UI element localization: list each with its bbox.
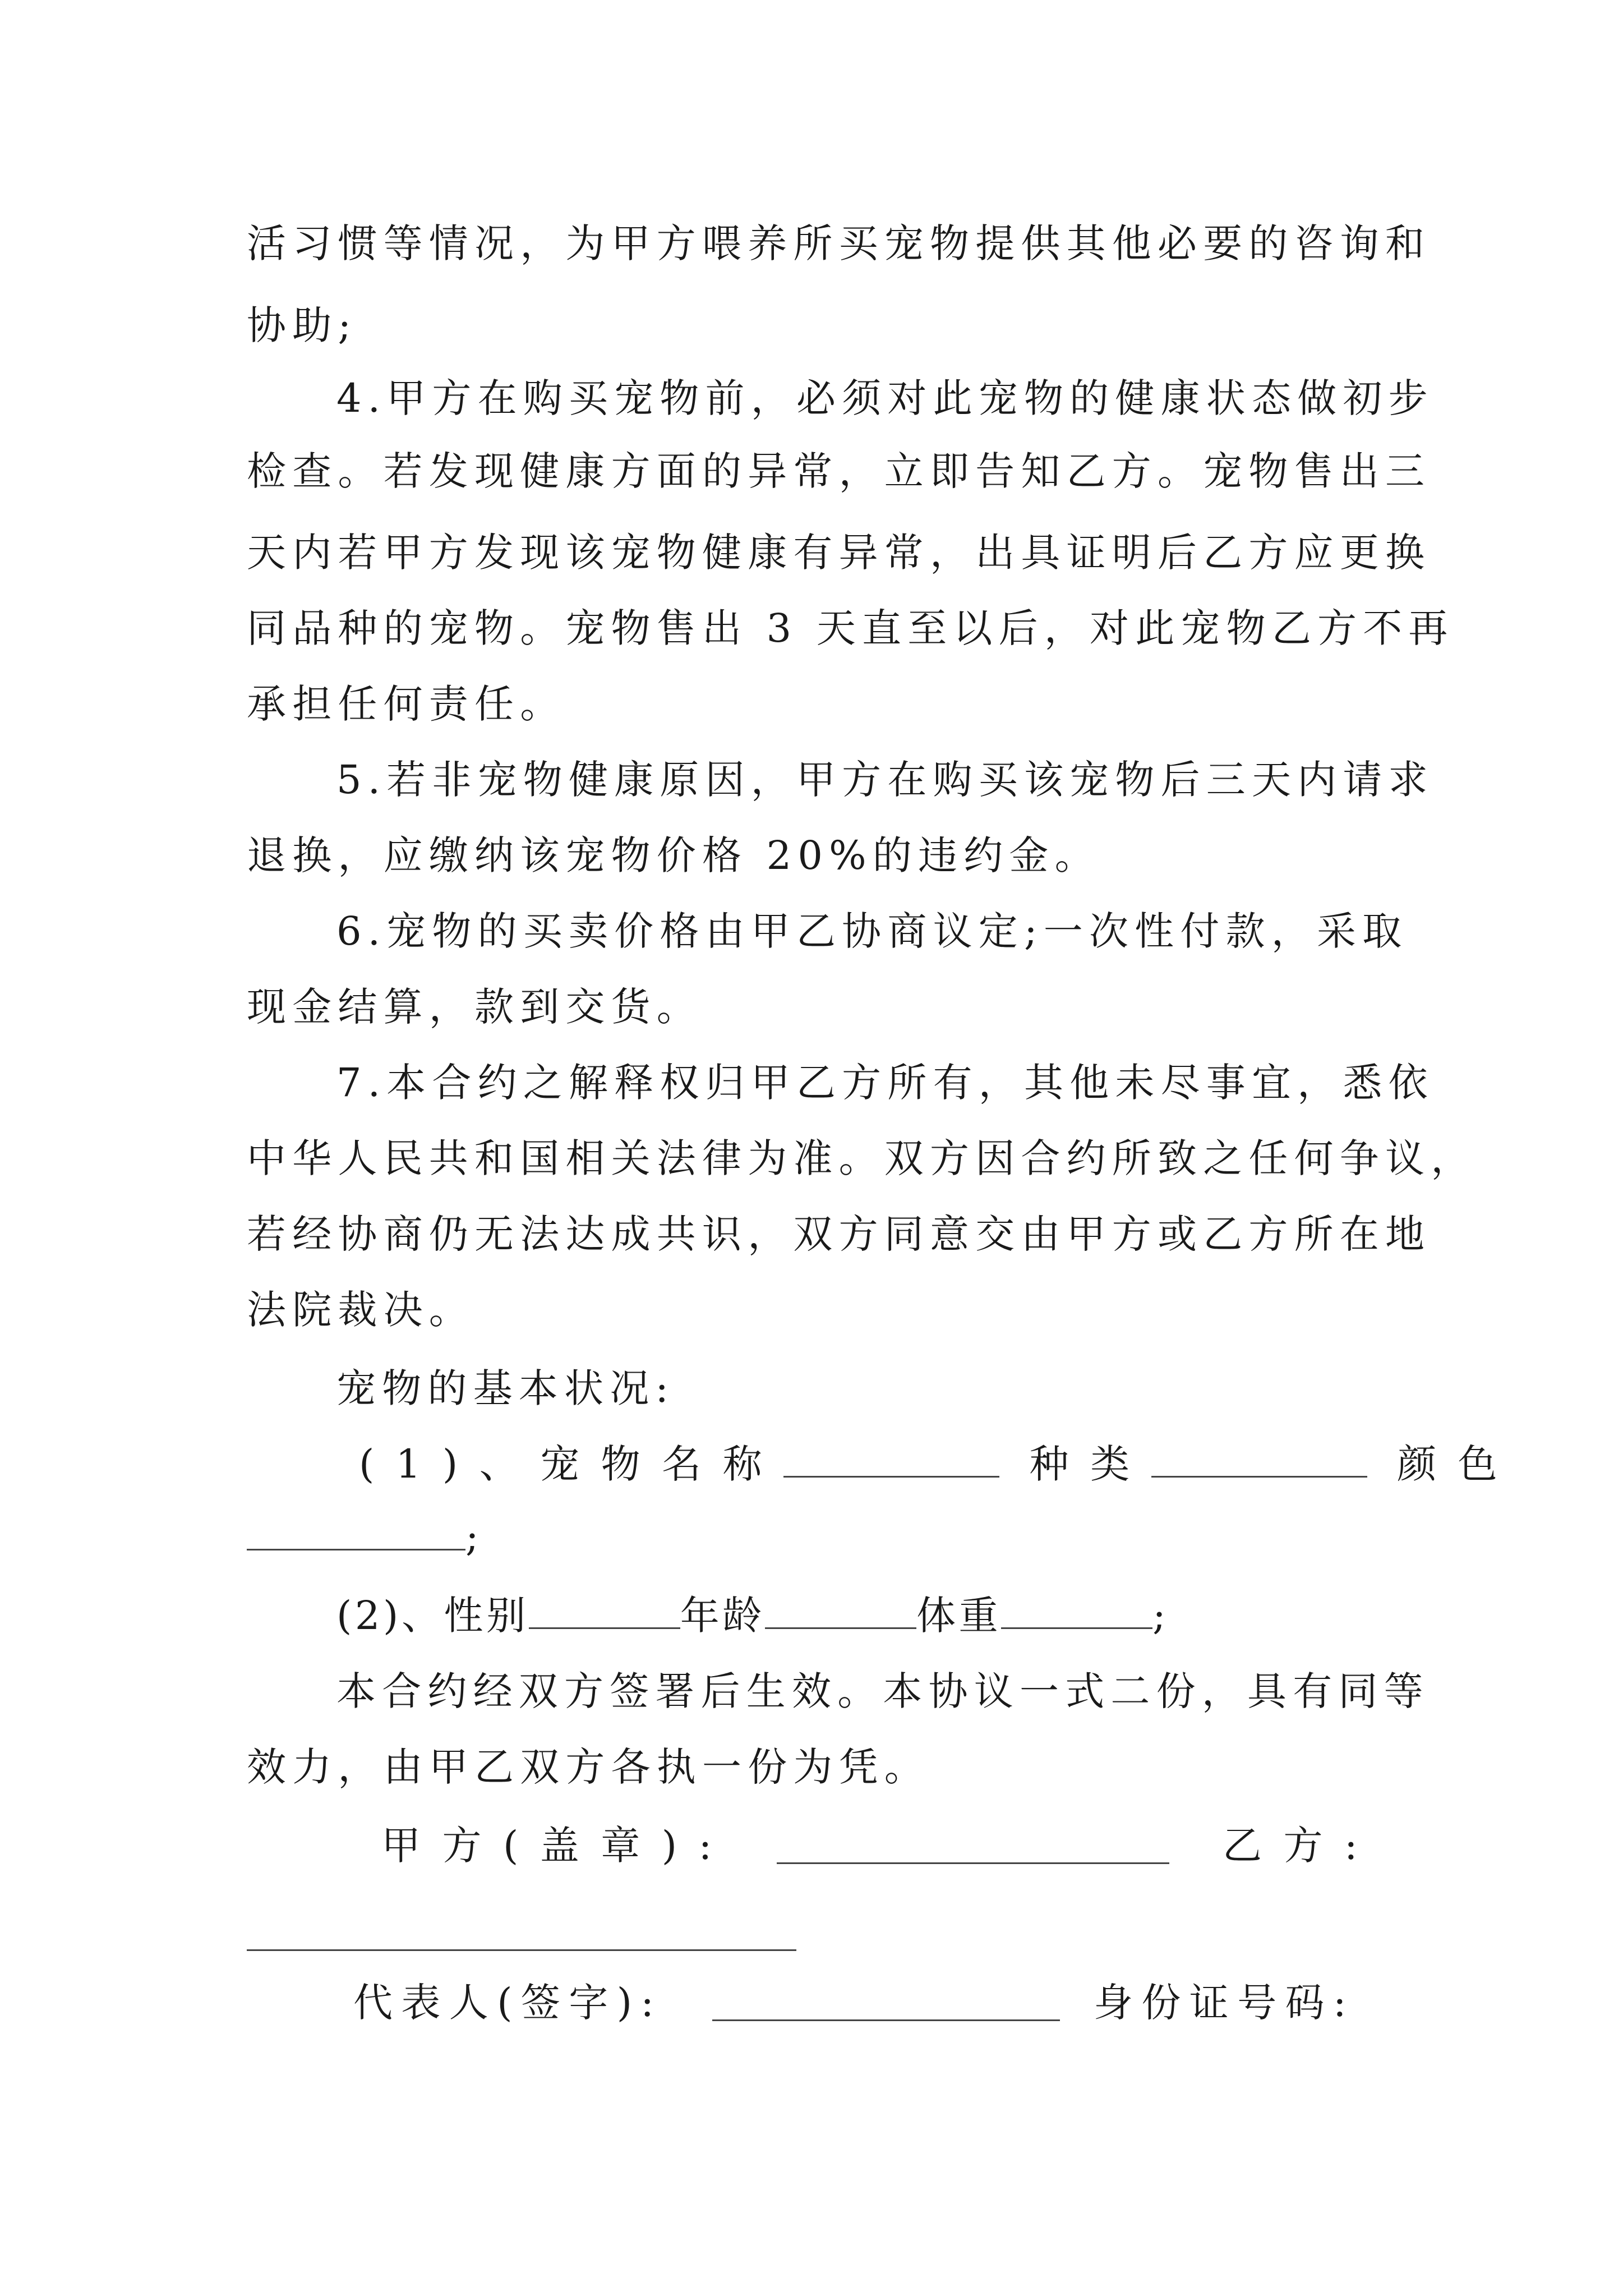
pet-fields-row-2	[336, 1588, 1385, 1644]
clause-7-line: 7.本合约之解释权归甲乙方所有，其他未尽事宜，悉依	[336, 1060, 1434, 1106]
pet-sex-label: (2)、性别	[336, 1593, 529, 1639]
party-b-blank[interactable]	[247, 1949, 796, 1951]
party-a-seal-blank[interactable]	[777, 1862, 1169, 1864]
pet-row1-end: ;	[465, 1514, 485, 1560]
party-a-seal-label: 甲方(盖章):	[381, 1823, 734, 1869]
pet-color-label: 颜色	[1397, 1441, 1519, 1487]
pet-age-blank[interactable]	[765, 1593, 916, 1629]
pet-fields-row-1-cont	[247, 1509, 1385, 1565]
clause-4-line: 承担任何责任。	[247, 681, 566, 727]
pet-status-heading: 宠物的基本状况:	[336, 1365, 675, 1411]
pet-row2-end: ;	[1152, 1593, 1169, 1639]
clause-4-line: 4.甲方在购买宠物前，必须对此宠物的健康状态做初步	[336, 375, 1434, 421]
pet-sex-blank[interactable]	[529, 1593, 680, 1629]
pet-weight-label: 体重	[916, 1593, 1002, 1639]
clause-4-line: 天内若甲方发现该宠物健康有异常，出具证明后乙方应更换	[247, 530, 1431, 576]
party-b-label: 乙方:	[1223, 1823, 1380, 1869]
clause-7-line: 中华人民共和国相关法律为准。双方因合约所致之任何争议，	[247, 1135, 1477, 1181]
clause-4-line: 检查。若发现健康方面的异常，立即告知乙方。宠物售出三	[247, 448, 1431, 494]
clause-5-line: 5.若非宠物健康原因，甲方在购买该宠物后三天内请求	[336, 757, 1434, 803]
pet-weight-blank[interactable]	[1001, 1593, 1152, 1629]
paragraph-line: 协助;	[247, 302, 358, 348]
pet-type-label: 种类	[1029, 1441, 1151, 1487]
clause-7-line: 法院裁决。	[247, 1287, 474, 1333]
pet-type-blank[interactable]	[1151, 1441, 1367, 1478]
representative-blank[interactable]	[712, 2019, 1060, 2021]
clause-6-line: 现金结算，款到交货。	[247, 984, 702, 1030]
effect-clause-line: 效力，由甲乙双方各执一份为凭。	[247, 1744, 930, 1790]
clause-4-line: 同品种的宠物。宠物售出 3 天直至以后，对此宠物乙方不再	[247, 605, 1454, 651]
pet-name-blank[interactable]	[783, 1441, 999, 1478]
clause-5-line: 退换，应缴纳该宠物价格 20%的违约金。	[247, 832, 1100, 878]
clause-6-line: 6.宠物的买卖价格由甲乙协商议定;一次性付款，采取	[336, 908, 1408, 954]
pet-age-label: 年龄	[680, 1593, 765, 1639]
pet-name-label: (1)、宠物名称	[359, 1441, 784, 1487]
representative-label: 代表人(签字):	[353, 1980, 663, 2026]
pet-color-blank[interactable]	[247, 1514, 465, 1550]
clause-7-line: 若经协商仍无法达成共识，双方同意交由甲方或乙方所在地	[247, 1211, 1431, 1257]
pet-fields-row-1	[359, 1436, 1519, 1492]
paragraph-line: 活习惯等情况，为甲方喂养所买宠物提供其他必要的咨询和	[247, 220, 1431, 266]
effect-clause-line: 本合约经双方签署后生效。本协议一式二份，具有同等	[336, 1668, 1430, 1714]
id-number-label: 身份证号码:	[1094, 1980, 1355, 2026]
